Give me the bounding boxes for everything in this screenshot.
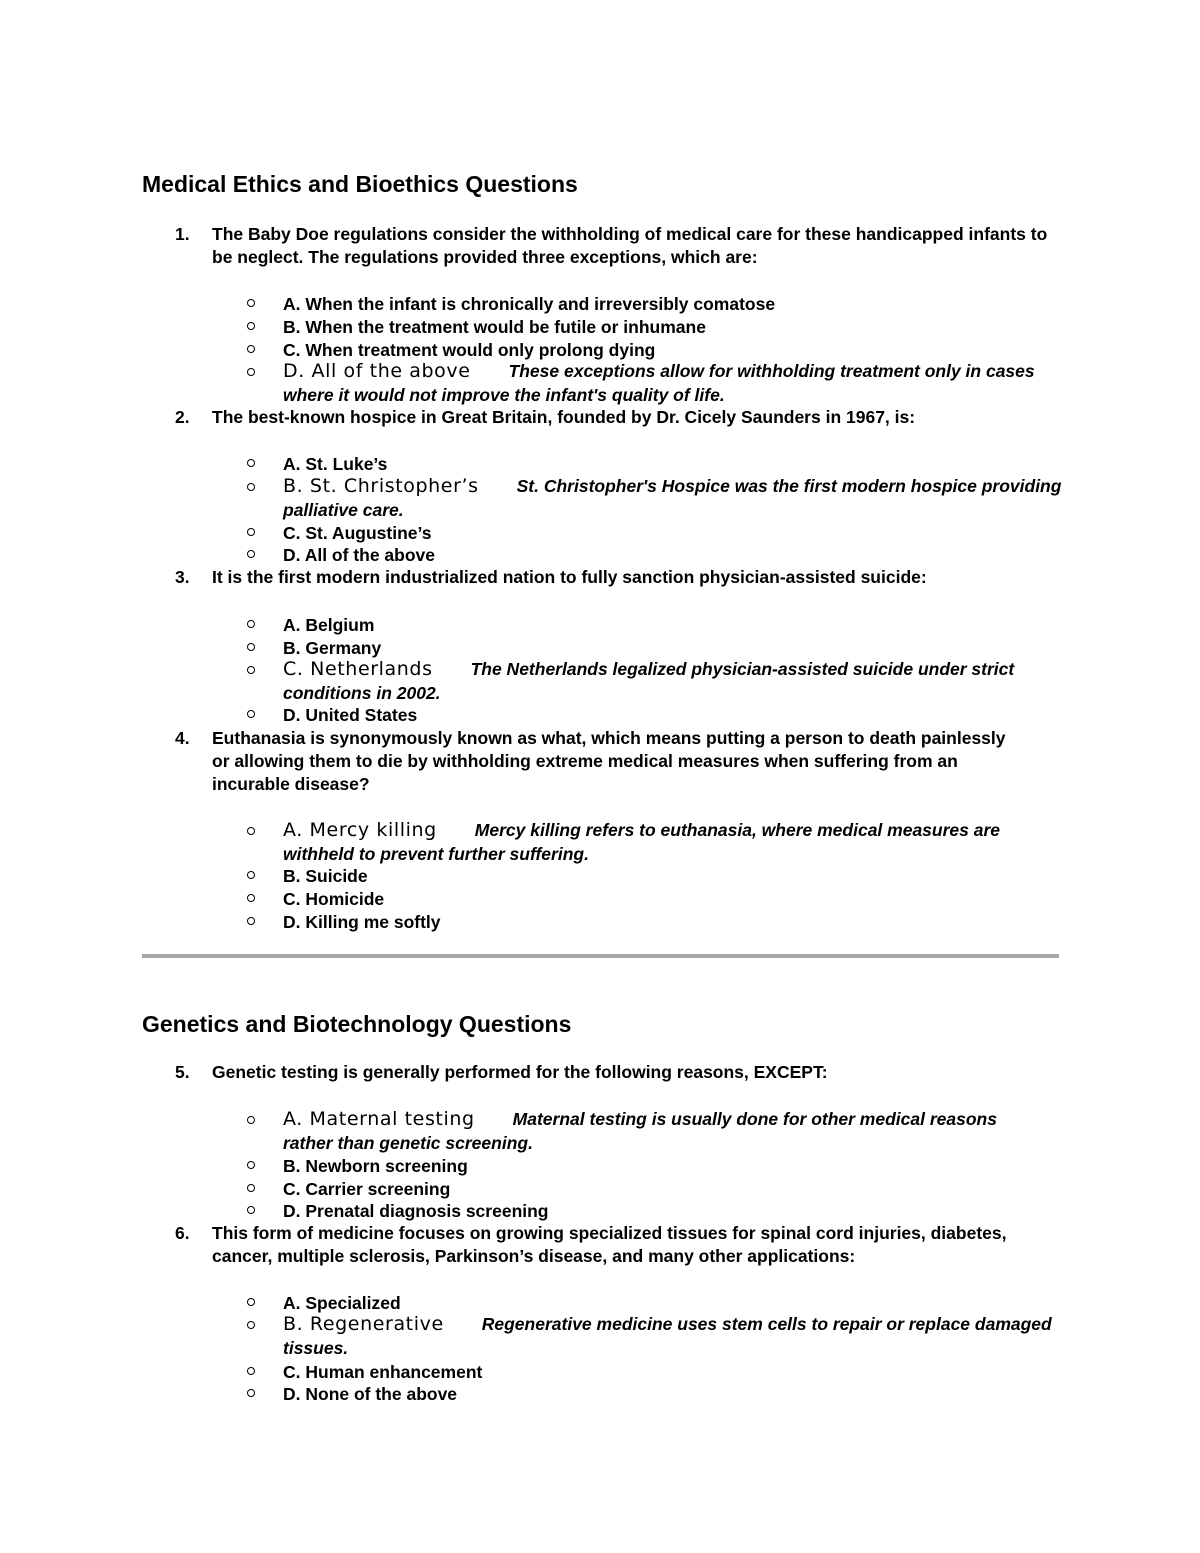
answer-option bbox=[283, 1313, 1073, 1361]
option-item: A. St. Luke’s bbox=[283, 454, 388, 474]
question-number: 6. bbox=[175, 1223, 190, 1243]
option-item: A. When the infant is chronically and irreversibly comatose bbox=[283, 294, 776, 314]
answer-option bbox=[283, 819, 1073, 867]
bullet-icon bbox=[246, 367, 256, 377]
option-item: C. Homicide bbox=[283, 889, 385, 909]
question-text: The best-known hospice in Great Britain, founded by Dr. Cicely Saunders in 1967, is: bbox=[212, 407, 916, 427]
bullet-icon bbox=[246, 1388, 256, 1398]
answer-explanation: Maternal testing is usually done for other medical reasons rather than genetic screening. bbox=[283, 1109, 997, 1153]
answer-explanation: Mercy killing refers to euthanasia, where medical measures are withheld to prevent further suffering. bbox=[283, 820, 1001, 864]
option-item: A. Specialized bbox=[283, 1293, 401, 1313]
bullet-icon bbox=[246, 527, 256, 537]
question-text: Euthanasia is synonymously known as what, which means putting a person to death painlessly or allowing them to die by withholding extreme medical measures when suffering from an incurable disease? bbox=[212, 728, 1006, 794]
question-number: 4. bbox=[175, 728, 190, 748]
option-item: B. Newborn screening bbox=[283, 1156, 468, 1176]
question-number: 2. bbox=[175, 407, 190, 427]
answer-label: C. Netherlands bbox=[283, 658, 433, 680]
question-text: It is the first modern industrialized nation to fully sanction physician-assisted suicide: bbox=[212, 567, 927, 587]
option-item: D. None of the above bbox=[283, 1384, 458, 1404]
answer-option bbox=[283, 475, 1073, 523]
question-text: This form of medicine focuses on growing specialized tissues for spinal cord injuries, diabetes, cancer, multiple sclerosis, Parkinson’s disease, and many other applications: bbox=[212, 1223, 1007, 1266]
bullet-icon bbox=[246, 1297, 256, 1307]
answer-label: D. All of the above bbox=[283, 360, 471, 382]
bullet-icon bbox=[246, 458, 256, 468]
bullet-icon bbox=[246, 826, 256, 836]
question-number: 5. bbox=[175, 1062, 190, 1082]
section-divider bbox=[142, 954, 1059, 958]
bullet-icon bbox=[246, 893, 256, 903]
answer-label: B. Regenerative bbox=[283, 1313, 444, 1335]
bullet-icon bbox=[246, 665, 256, 675]
option-item: A. Belgium bbox=[283, 615, 375, 635]
option-item: B. Suicide bbox=[283, 866, 368, 886]
bullet-icon bbox=[246, 619, 256, 629]
answer-option bbox=[283, 658, 1073, 706]
option-item: D. Killing me softly bbox=[283, 912, 441, 932]
bullet-icon bbox=[246, 1366, 256, 1376]
option-item: D. All of the above bbox=[283, 545, 436, 565]
option-item: C. St. Augustine’s bbox=[283, 523, 432, 543]
bullet-icon bbox=[246, 1320, 256, 1330]
bullet-icon bbox=[246, 549, 256, 559]
section-title-medical-ethics: Medical Ethics and Bioethics Questions bbox=[142, 171, 578, 197]
answer-option bbox=[283, 1108, 1023, 1156]
question-number: 1. bbox=[175, 224, 190, 244]
option-item: B. Germany bbox=[283, 638, 382, 658]
answer-explanation: St. Christopher's Hospice was the first modern hospice providing palliative care. bbox=[283, 476, 1062, 520]
question-number: 3. bbox=[175, 567, 190, 587]
option-item: B. When the treatment would be futile or inhumane bbox=[283, 317, 706, 337]
option-item: C. Carrier screening bbox=[283, 1179, 451, 1199]
section-title-genetics: Genetics and Biotechnology Questions bbox=[142, 1011, 572, 1037]
answer-option bbox=[283, 360, 1073, 408]
answer-label: A. Maternal testing bbox=[283, 1108, 475, 1130]
answer-label: A. Mercy killing bbox=[283, 819, 437, 841]
bullet-icon bbox=[246, 482, 256, 492]
bullet-icon bbox=[246, 642, 256, 652]
bullet-icon bbox=[246, 298, 256, 308]
question-text: The Baby Doe regulations consider the withholding of medical care for these handicapped infants to be neglect. The regulations provided three exceptions, which are: bbox=[212, 224, 1048, 267]
bullet-icon bbox=[246, 1183, 256, 1193]
bullet-icon bbox=[246, 916, 256, 926]
bullet-icon bbox=[246, 870, 256, 880]
bullet-icon bbox=[246, 321, 256, 331]
bullet-icon bbox=[246, 344, 256, 354]
option-item: D. Prenatal diagnosis screening bbox=[283, 1201, 549, 1221]
bullet-icon bbox=[246, 1160, 256, 1170]
answer-label: B. St. Christopher’s bbox=[283, 475, 479, 497]
option-item: C. When treatment would only prolong dying bbox=[283, 340, 656, 360]
answer-explanation: The Netherlands legalized physician-assisted suicide under strict conditions in 2002. bbox=[283, 659, 1015, 703]
question-text: Genetic testing is generally performed for the following reasons, EXCEPT: bbox=[212, 1062, 828, 1082]
bullet-icon bbox=[246, 709, 256, 719]
option-item: D. United States bbox=[283, 705, 418, 725]
option-item: C. Human enhancement bbox=[283, 1362, 483, 1382]
answer-explanation: These exceptions allow for withholding treatment only in cases where it would not improve the infant's quality of life. bbox=[283, 361, 1035, 405]
bullet-icon bbox=[246, 1205, 256, 1215]
answer-explanation: Regenerative medicine uses stem cells to repair or replace damaged tissues. bbox=[283, 1314, 1052, 1358]
bullet-icon bbox=[246, 1115, 256, 1125]
